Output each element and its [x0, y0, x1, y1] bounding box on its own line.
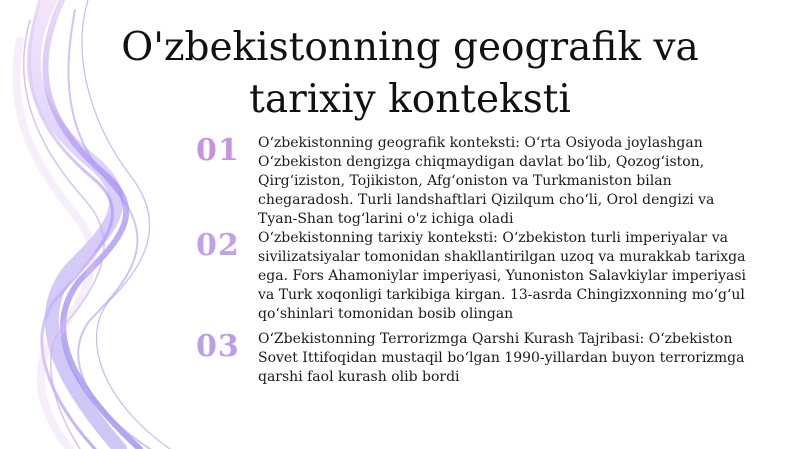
item-text: O‘zbekistonning geografik konteksti: O‘rta Osiyoda joylashgan O‘zbekiston dengizga chiqmaydigan davlat bo‘lib, Qozog‘iston, Qirg‘iziston, Tojikiston, Afg‘oniston va Turkmaniston bilan chegaradosh. Turli landshaftlari Qizilqum cho‘li, Orol dengizi va Tyan-Shan tog‘larini o'z ichiga oladi — [258, 135, 715, 227]
item-number: 02 — [196, 228, 240, 263]
item-number: 03 — [196, 329, 240, 364]
item-text: O‘Zbekistonning Terrorizmga Qarshi Kurash Tajribasi: O‘zbekiston Sovet Ittifoqidan mustaqil bo‘lgan 1990-yillardan buyon terrorizmga qarshi faol kurash olib bordi — [258, 331, 745, 385]
item-text: O‘zbekistonning tarixiy konteksti: O‘zbekiston turli imperiyalar va sivilizatsiyalar tomonidan shakllantirilgan uzoq va murakkab tarixga ega. Fors Ahamoniylar imperiyasi, Yunoniston Salavkiylar imperiyasi va Turk xoqonligi tarkibiga kirgan. 13-asrda Chingizxonning mo‘g‘ul qo‘shinlari tomonidan bosib olingan — [258, 230, 747, 322]
slide-title: O'zbekistonning geografik va tarixiy konteksti — [121, 25, 699, 122]
item-number: 01 — [196, 133, 240, 168]
